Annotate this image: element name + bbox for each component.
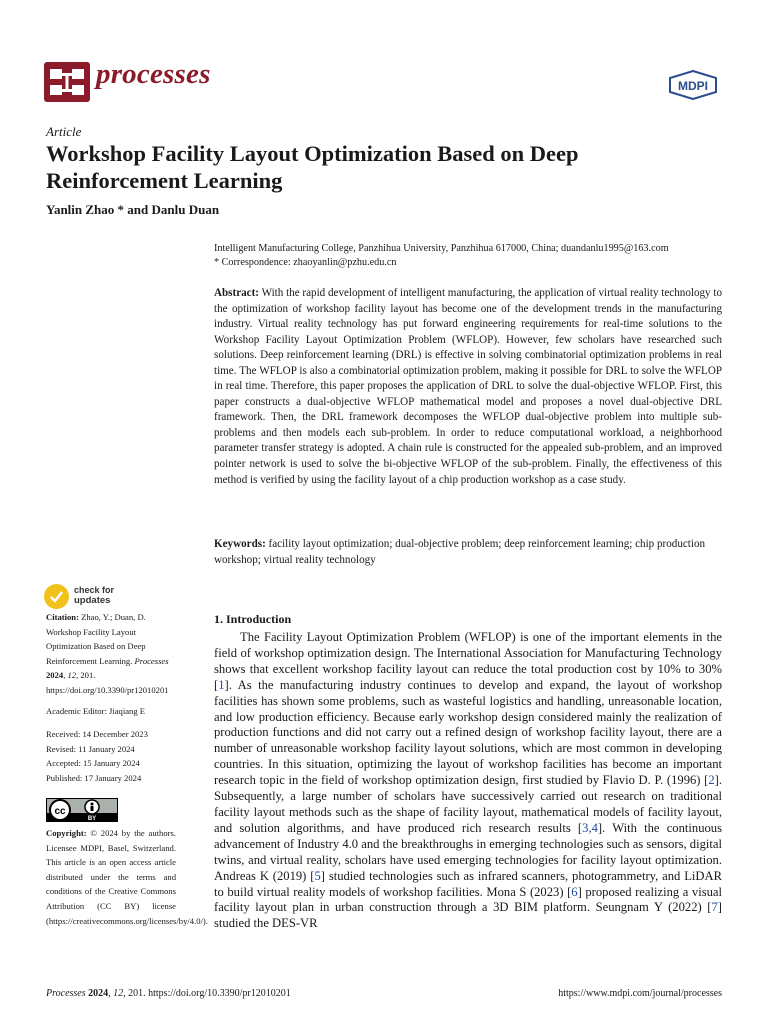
article-type: Article	[46, 124, 82, 139]
check-icon	[44, 584, 69, 609]
citation-year: 2024	[46, 670, 64, 681]
abstract-text: With the rapid development of intelligent manufacturing, the application of virtual reality technology to the optimization of workshop facility layout has become one of the development trends in the manufacturing industry. Virtual reality technology has put forward engineering requirements for real-time solutions to the Workshop Facility Layout Optimization Problem (WFLOP). However, few scholars have researched such solutions. Deep reinforcement learning (DRL) is effective in solving combinatorial optimization problems in real time. The WFLOP is also a combinatorial optimization problem, making it possible for DRL to solve the WFLOP in real time. Therefore, this paper proposes the application of DRL to solve the dual-objective WFLOP. First, this paper constructs a dual-objective WFLOP mathematical model and proposes a novel dual-objective DRL framework. Then, the DRL framework decomposes the WFLOP dual-objective problem into multiple sub-problems and then models each sub-problem. In order to reduce computational workload, a neighborhood parameter transfer strategy is adopted. A chain rule is constructed for the appealed sub-problem, and an improved pointer network is used to solve the bi-objective WFLOP of the sub-problem. Finally, the effectiveness of this method is verified by using the facility layout of a chip production workshop as a case study.	[214, 287, 722, 486]
reference-link[interactable]: 3,4	[582, 820, 598, 835]
journal-name: processes	[96, 58, 211, 90]
authors: Yanlin Zhao * and Danlu Duan	[46, 202, 220, 217]
check-updates-line1: check for	[74, 585, 115, 595]
check-for-updates-button[interactable]	[44, 584, 134, 610]
abstract	[214, 286, 722, 488]
citation-volume: 12	[67, 670, 77, 681]
journal-logo-icon	[44, 62, 90, 102]
reference-link[interactable]: 2	[708, 773, 715, 788]
citation-label: Citation:	[46, 612, 79, 622]
date-published: Published: 17 January 2024	[46, 772, 142, 783]
date-revised: Revised: 11 January 2024	[46, 743, 135, 754]
keywords	[214, 537, 722, 568]
citation-block: Citation: Zhao, Y.; Duan, D. Workshop Facility Layout Optimization Based on Deep Reinforcement Learning. Processes 2024, 12, 201. https://doi.org/10.3390/pr12010201	[46, 612, 169, 695]
copyright-text: © 2024 by the authors. Licensee MDPI, Basel, Switzerland. This article is an open access article distributed under the terms and conditions of the Creative Commons Attribution (CC BY) license (https://creativecommons.org/licenses/by/4.0/).	[46, 828, 208, 926]
keywords-text: facility layout optimization; dual-objective problem; deep reinforcement learning; chip production workshop; virtual reality technology	[214, 538, 706, 566]
date-accepted: Accepted: 15 January 2024	[46, 758, 140, 769]
dates-block	[46, 727, 176, 785]
correspondence: * Correspondence: zhaoyanlin@pzhu.edu.cn	[214, 257, 397, 268]
article-title: Workshop Facility Layout Optimization Based on Deep Reinforcement Learning	[46, 141, 579, 193]
copyright-label: Copyright:	[46, 828, 87, 838]
section-heading: 1. Introduction	[214, 612, 292, 626]
reference-link[interactable]: 5	[314, 868, 321, 883]
affiliation: Intelligent Manufacturing College, Panzhihua University, Panzhihua 617000, China; duandanlu1995@163.com	[214, 243, 669, 254]
mdpi-logo	[668, 70, 718, 100]
citation-journal: Processes	[134, 655, 169, 666]
cc-by-license-icon[interactable]	[46, 798, 118, 822]
copyright-block	[46, 826, 208, 928]
svg-text:cc: cc	[54, 806, 66, 817]
check-updates-line2: updates	[74, 595, 111, 606]
date-received: Received: 14 December 2023	[46, 729, 148, 739]
citation-text: Zhao, Y.; Duan, D. Workshop Facility Layout Optimization Based on Deep Reinforcement Learning.	[46, 612, 146, 666]
academic-editor: Academic Editor: Jiaqiang E	[46, 706, 146, 716]
keywords-label: Keywords:	[214, 538, 266, 550]
svg-text:BY: BY	[87, 816, 97, 822]
svg-text:MDPI: MDPI	[678, 79, 708, 93]
footer-journal-url[interactable]: https://www.mdpi.com/journal/processes	[558, 988, 722, 999]
reference-link[interactable]: 1	[218, 677, 225, 692]
citation-doi[interactable]: , 201. https://doi.org/10.3390/pr12010201	[46, 670, 169, 695]
footer-citation: Processes 2024, 12, 201. https://doi.org/10.3390/pr12010201	[46, 988, 291, 999]
introduction-paragraph: The Facility Layout Optimization Problem (WFLOP) is one of the important elements in the field of workshop optimization design. The International Association for Manufacturing Technology shows that excellent workshop facility layout can reduce the total production cost by 10% to 30% [1]. As the manufacturing industry continues to develop and expand, the layout of workshop facilities has shown some problems, such as wasteful logistics and handling, unreasonable location, and low production efficiency. Because early workshop design considered mainly the realization of production functions and did not carry out a refined design of workshop facility layout, there are a number of unreasonable workshop facility layout solutions, which are most common in developing countries. In this situation, optimizing the layout of workshop facilities has become an important research topic in the field of workshop optimization design, first studied by Flavio D. P. (1996) [2]. Subsequently, a large number of scholars have successively carried out research on traditional facility layout methods such as the shape of facility layout, mathematical models of facility layout, and solution algorithms, and have produced rich research results [3,4]. With the continuous advancement of Industry 4.0 and the breakthroughs in emerging technologies such as sensors, digital twins, and virtual reality, scholars have used emerging technologies for facility layout optimization. Andreas K (2019) [5] studied technologies such as infrared scanners, photogrammetry, and LiDAR to build virtual reality models of workshop facilities. Mona S (2023) [6] proposed realizing a visual facility layout plan in urban construction through a 3D BIM platform. Seungnam Y (2022) [7] studied the DES-VR	[214, 630, 722, 931]
affiliations	[214, 242, 734, 270]
reference-link[interactable]: 7	[711, 900, 718, 915]
reference-link[interactable]: 6	[571, 884, 578, 899]
abstract-label: Abstract:	[214, 287, 259, 299]
